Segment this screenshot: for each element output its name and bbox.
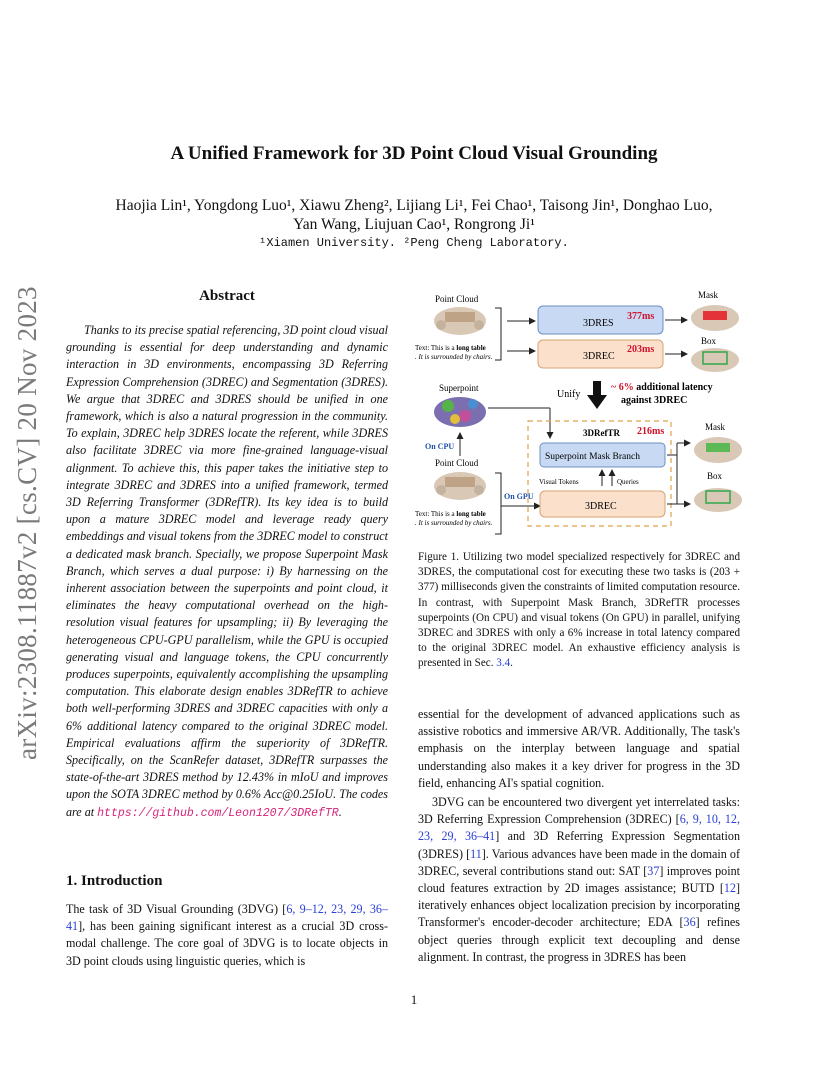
r2-text-e: ] iteratively enhances object localization precision by incorporating Transformer's encoder-decoder architecture; EDA [ [418,881,740,930]
box-label-2: Box [707,471,723,481]
mask-label-2: Mask [705,422,725,432]
mask-output-image-2 [694,437,742,463]
author-line-1: Haojia Lin¹, Yongdong Luo¹, Xiawu Zheng², Lijiang Li¹, Fei Chao¹, Taisong Jin¹, Donghao Luo, [115,197,713,214]
svg-text:. It is surrounded by chairs.: . It is surrounded by chairs. [415,353,493,361]
abstract-text: Thanks to its precise spatial referencing, 3D point cloud visual grounding is essential for deep understanding and dynamic interaction in 3D environments, encompassing 3D Referring Expression Comprehension (3DREC) and Segmentation (3DRES). We argue that 3DREC and 3DRES should be unified in one framework, which is also a natural progression in the community. To explain, 3DREC help 3DRES locate the referent, while 3DRES also facilitate 3DREC via more fine-grained language-visual alignment. To achieve this, this paper takes the initiative step to integrate 3DREC and 3DRES into a unified framework, termed 3D Referring Transformer (3DRefTR). Its key idea is to build upon a mature 3DREC model and leverage ready query embeddings and visual tokens from the 3DREC model to construct a dedicated mask branch. Specially, we propose Superpoint Mask Branch, which serves a dual purpose: i) By harnessing on the inherent association between the superpoints and point cloud, it eliminates the heavy computational overhead on the high-resolution visual features for upsampling; ii) By leveraging the heterogeneous CPU-GPU parallelism, while the GPU is occupied generating visual and language tokens, the CPU concurrently produces superpoints, equivalently accomplishing the upsampling computation. This elaborate design enables 3DRefTR to achieve both well-performing 3DRES and 3DREC capacities with only a 6% additional latency compared to the original 3DREC model. Empirical evaluations affirm the superiority of 3DRefTR. Specifically, on the ScanRefer dataset, 3DRefTR surpasses the state-of-the-art 3DRES method by 12.43% in mIoU and improves upon the SOTA 3DREC method by 0.6% Acc@0.25IoU. The codes are at [66,323,388,819]
r2-text-c: ]. Various advances have been made in the domain of 3DREC, several contributions stand out: SAT [ [418,846,740,878]
point-cloud-label: Point Cloud [435,294,479,304]
dres-latency: 377ms [627,311,655,322]
reftr-latency: 216ms [637,426,665,437]
caption-text: Figure 1. Utilizing two model specialized respectively for 3DREC and 3DRES, the computational cost for executing these two tasks is (203 + 377) milliseconds given the constraints of limited computation resource. In contrast, with Superpoint Mask Branch, 3DRefTR processes superpoints (On CPU) and visual tokens (On GPU) in parallel, unifying 3DREC and 3DRES with only a 6% increase in total latency compared to the original 3DREC model. An exhaustive efficiency analysis is presented in Sec. [418,551,740,670]
intro-text-a: The task of 3D Visual Grounding (3DVG) [ [66,902,287,916]
right-paragraph-2 [418,794,740,966]
on-cpu-label: On CPU [425,442,455,451]
superpoint-image [434,397,486,427]
intro-paragraph [66,901,388,970]
abstract-body: Thanks to its precise spatial referencing, 3D point cloud visual grounding is essential for deep understanding and dynamic interaction in 3D environments, encompassing 3D Referring Expression Comprehension (3DREC) and Segmentation (3DRES). We argue that 3DREC and 3DRES should be unified in one framework, which is also a natural progression in the community. To explain, 3DREC help 3DRES locate the referent, while 3DRES also facilitate 3DREC via more fine-grained language-visual alignment. To achieve this, this paper takes the initiative step to integrate 3DREC and 3DRES into a unified framework, termed 3D Referring Transformer (3DRefTR). Its key idea is to build upon a mature 3DREC model and leverage ready query embeddings and visual tokens from the 3DREC model to construct a dedicated mask branch. Specially, we propose Superpoint Mask Branch, which serves a dual purpose: i) By harnessing on the inherent association between the superpoints and point cloud, it eliminates the heavy computational overhead on the high-resolution visual features for upsampling; ii) By leveraging the heterogeneous CPU-GPU parallelism, while the GPU is occupied generating visual and language tokens, the CPU concurrently produces superpoints, equivalently accomplishing the upsampling computation. This elaborate design enables 3DRefTR to achieve both well-performing 3DRES and 3DREC capacities with only a 6% additional latency compared to the original 3DREC model. Empirical evaluations affirm the superiority of 3DRefTR. Specifically, on the ScanRefer dataset, 3DRefTR surpasses the state-of-the-art 3DRES method by 12.43% in mIoU and improves upon the SOTA 3DREC method by 0.6% Acc@0.25IoU. The codes are at https://github.com/Leon1207/3DRefTR. [66,323,388,820]
citation-link[interactable]: 36 [683,915,696,930]
arxiv-identifier: arXiv:2308.11887v2 [cs.CV] 20 Nov 2023 [12,286,42,760]
drec-latency: 203ms [627,344,655,355]
input-text-2 [415,510,493,527]
citation-link[interactable]: 12 [723,881,736,896]
r2-text-d: ] improves point cloud features extraction by 2D images assistance; BUTD [ [418,863,740,896]
code-link[interactable]: https://github.com/Leon1207/3DRefTR [97,806,339,820]
svg-text:. It is surrounded by chairs.: . It is surrounded by chairs. [415,519,493,527]
section-heading-introduction: 1. Introduction [66,873,163,889]
citation-link[interactable]: 6, 9–12, 23, 29, 36–41 [66,902,388,934]
mask-output-image [691,305,739,331]
author-line-2: Yan Wang, Liujuan Cao¹, Rongrong Ji¹ [293,216,535,233]
smb-label: Superpoint Mask Branch [545,452,640,462]
svg-text:~ 6% additional latency: ~ 6% additional latency [611,382,713,393]
drec-label: 3DREC [583,351,615,362]
box-label: Box [701,336,717,346]
figure-caption: Figure 1. Utilizing two model specialized respectively for 3DREC and 3DRES, the computational cost for executing these two tasks is (203 + 377) milliseconds given the constraints of limited computation resource. In contrast, with Superpoint Mask Branch, 3DRefTR processes superpoints (On CPU) and visual tokens (On GPU) in parallel, unifying 3DREC and 3DRES with only a 6% increase in total latency compared to the original 3DREC model. An exhaustive efficiency analysis is presented in Sec. 3.4. [418,551,740,670]
right-paragraph-1: essential for the development of advanced applications such as assistive robotics and immersive AR/VR. Additionally, The task's emphasis on the interplay between language and spatial understanding also makes it a key driver for progress in the 3D field, enhancing AI's spatial cognition. [418,707,740,790]
drec-label-2: 3DREC [585,501,617,512]
reftr-label: 3DRefTR [583,428,620,438]
superpoint-label: Superpoint [439,383,479,393]
citation-link[interactable]: 37 [647,863,660,878]
page-number: 1 [410,992,418,1007]
svg-text:Text: This is a long table: Text: This is a long table [415,344,486,352]
paper-title: A Unified Framework for 3D Point Cloud Visual Grounding [170,143,658,164]
figure-diagram [415,288,745,538]
r2-text-a: 3DVG can be encountered two divergent yet interrelated tasks: 3D Referring Expression Comprehension (3DREC) [ [418,795,740,827]
abstract-heading: Abstract [199,288,255,304]
dres-label: 3DRES [583,318,614,329]
section-ref-link[interactable]: 3.4 [496,657,511,670]
citation-link[interactable]: 11 [470,846,482,861]
r2-text-f: ] refines object queries through explicit text decoupling and dense alignment. In contrast, the progress in 3DRES has been [418,915,740,964]
latency-note [611,382,713,406]
svg-text:Text: This is a long table: Text: This is a long table [415,510,486,518]
svg-text:against 3DREC: against 3DREC [621,395,688,406]
point-cloud-image-2 [434,472,486,500]
visual-tokens-label: Visual Tokens [539,478,579,486]
box-output-image-2 [694,488,742,512]
unify-arrow [587,381,607,409]
point-cloud-image [434,307,486,335]
on-gpu-label: On GPU [504,492,534,501]
r2-text-b: ] and 3D Referring Expression Segmentation (3DRES) [ [418,829,740,861]
mask-label: Mask [698,290,718,300]
intro-text-b: ], has been gaining significant interest as a crucial 3D cross-modal challenge. The core goal of 3DVG is to locate objects in 3D point clouds using linguistic queries, which is [66,919,388,968]
citation-link[interactable]: 6, 9, 10, 12, 23, 29, 36–41 [418,812,740,844]
author-list [60,196,768,234]
figure-1 [415,288,745,538]
unify-label: Unify [557,389,581,400]
affiliations: ¹Xiamen University. ²Peng Cheng Laboratory. [259,236,569,250]
queries-label: Queries [617,478,639,486]
point-cloud-label-2: Point Cloud [435,458,479,468]
input-text-1 [415,344,493,361]
box-output-image [691,348,739,372]
